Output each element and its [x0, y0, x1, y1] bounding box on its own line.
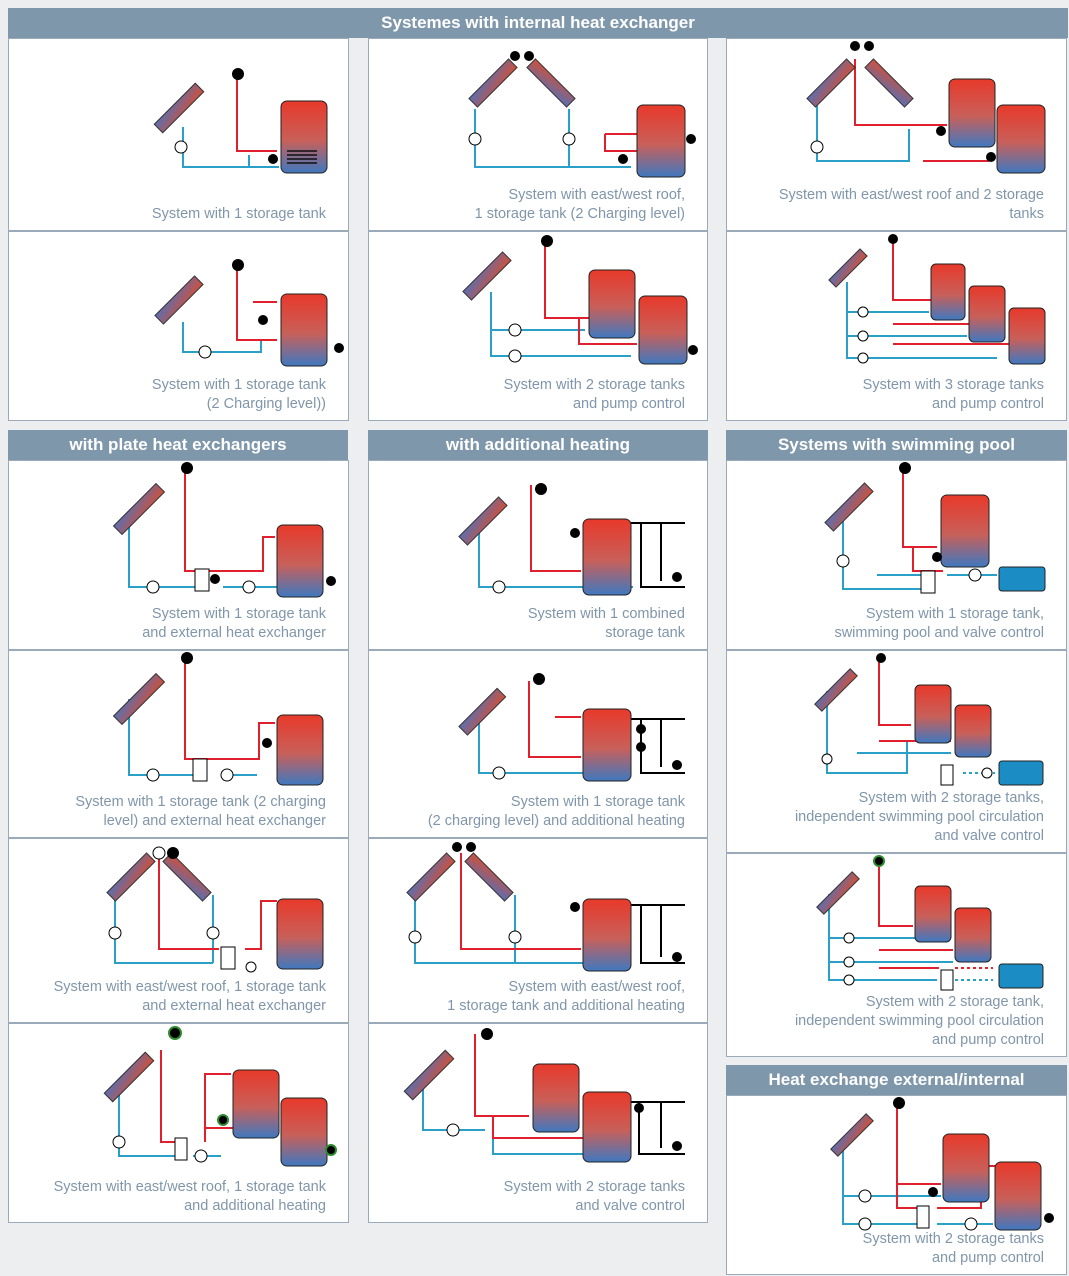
- system-cell: [726, 460, 1067, 650]
- system-cell: [368, 231, 708, 421]
- caption: System with east/west roof, 1 storage tank and external heat exchanger: [53, 979, 326, 1014]
- header-swimming-pool: Systems with swimming pool: [726, 430, 1067, 460]
- system-cell: [8, 231, 349, 421]
- caption: System with east/west roof, 1 storage tank and additional heating: [53, 1179, 326, 1214]
- system-cell: [368, 838, 708, 1023]
- header-heat-exchange-ext-int: Heat exchange external/internal: [726, 1065, 1067, 1095]
- system-cell: [8, 460, 349, 650]
- caption: System with 2 storage tanks and valve control: [503, 1179, 685, 1214]
- system-cell: [726, 231, 1067, 421]
- caption: System with east/west roof, 1 storage tank (2 Charging level): [474, 187, 685, 222]
- system-cell: [368, 38, 708, 231]
- system-cell: [8, 838, 349, 1023]
- caption: System with 1 storage tank (2 Charging level)): [151, 377, 326, 412]
- caption: System with 2 storage tanks and pump control: [862, 1231, 1044, 1266]
- header-plate-heat-exchangers: with plate heat exchangers: [8, 430, 348, 460]
- system-cell: [368, 1023, 708, 1223]
- caption: System with east/west roof, 1 storage tank and additional heating: [447, 979, 685, 1014]
- caption: System with 3 storage tanks and pump control: [862, 377, 1044, 412]
- system-cell: [726, 853, 1067, 1057]
- caption: System with 2 storage tanks, independent swimming pool circulation and valve control: [794, 790, 1044, 844]
- system-cell: [368, 460, 708, 650]
- caption: System with 1 storage tank and external heat exchanger: [142, 606, 326, 641]
- caption: System with 1 combined storage tank: [527, 606, 685, 641]
- system-cell: [726, 650, 1067, 853]
- header-internal-heat-exchanger: Systemes with internal heat exchanger: [8, 8, 1068, 38]
- system-cell: [726, 1095, 1067, 1275]
- system-cell: [8, 650, 349, 838]
- system-diagram: [9, 39, 350, 232]
- caption: System with 1 storage tank: [151, 206, 326, 222]
- caption: System with 1 storage tank, swimming pool and valve control: [834, 606, 1044, 641]
- system-cell: [8, 38, 349, 231]
- caption: System with 1 storage tank (2 charging level) and additional heating: [427, 794, 685, 829]
- caption: System with 1 storage tank (2 charging level) and external heat exchanger: [75, 794, 326, 829]
- header-additional-heating: with additional heating: [368, 430, 708, 460]
- system-cell: [368, 650, 708, 838]
- caption: System with 2 storage tank, independent swimming pool circulation and pump control: [794, 994, 1044, 1048]
- caption: System with 2 storage tanks and pump control: [503, 377, 685, 412]
- system-cell: [8, 1023, 349, 1223]
- system-cell: [726, 38, 1067, 231]
- caption: System with east/west roof and 2 storage tanks: [778, 187, 1044, 222]
